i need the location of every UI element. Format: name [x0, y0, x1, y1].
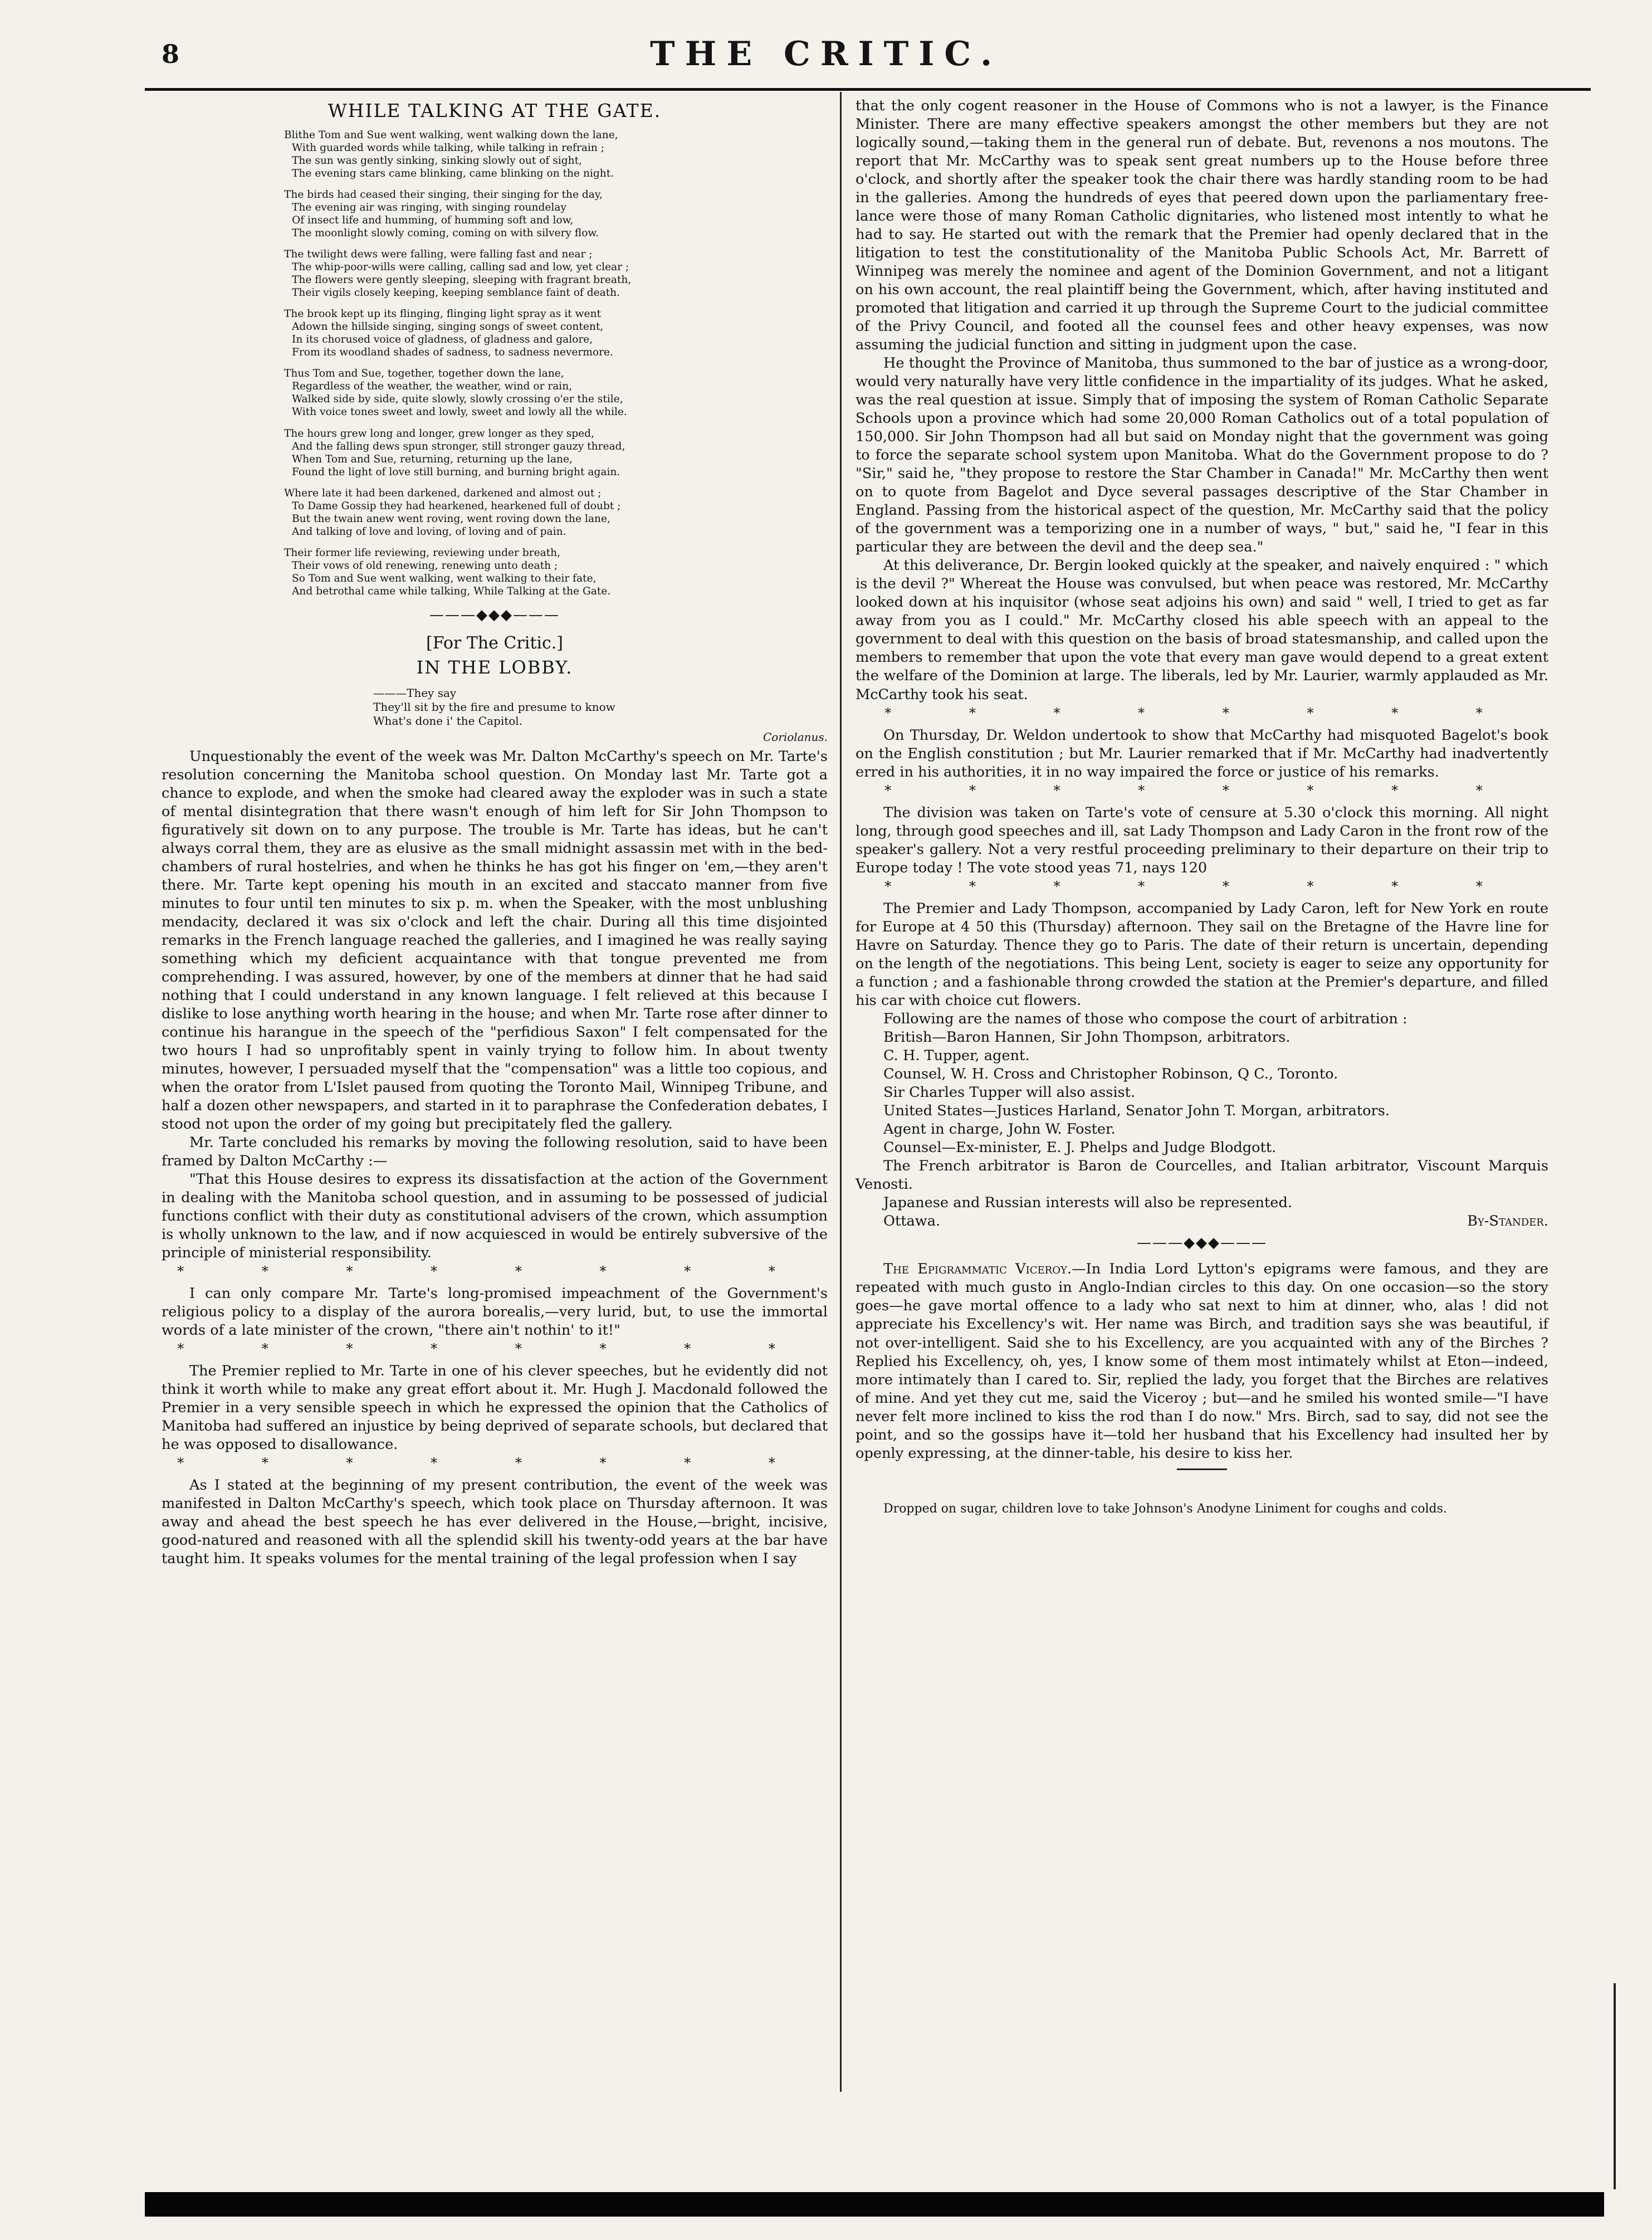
poem-title: WHILE TALKING AT THE GATE. — [328, 100, 662, 121]
poem-line: The whip-poor-wills were calling, calling sad and low, yet clear ; — [292, 261, 629, 273]
poem-stanza — [284, 188, 828, 240]
poem-line: The brook kept up its flinging, flinging light spray as it went — [284, 308, 601, 320]
poem-stanza — [284, 546, 828, 598]
poem-line: Their vows of old renewing, renewing unto death ; — [292, 559, 558, 572]
signature-line — [856, 1212, 1548, 1231]
paragraph: The Premier and Lady Thompson, accompanied by Lady Caron, left for New York en route for Europe at 4 50 this (Thursday) afternoon. They sail on the Bretagne of the Havre line for Havre on Saturday. Thence they go to Paris. The date of their return is uncertain, depending on the length of the negotiations. This being Lent, society is eager to seize any opportunity for a function ; and a fashionable throng crowded the station at the Premier's departure, and filled his car with choice cut flowers. — [856, 900, 1548, 1009]
poem-line: Found the light of love still burning, and burning bright again. — [292, 466, 620, 478]
poem-line: To Dame Gossip they had hearkened, hearkened full of doubt ; — [292, 500, 621, 512]
poem-stanza — [284, 487, 828, 538]
arbitration-line: Counsel, W. H. Cross and Christopher Robinson, Q C., Toronto. — [883, 1065, 1338, 1082]
poem-line: The evening air was ringing, with singing roundelay — [292, 201, 566, 213]
arbitration-line: C. H. Tupper, agent. — [883, 1047, 1030, 1064]
poem-line: Walked side by side, quite slowly, slowly crossing o'er the stile, — [292, 393, 623, 406]
quoted-resolution: "That this House desires to express its dissatisfaction at the action of the Government in dealing with the Manitoba school question, and in assuming to be possessed of judicial functions conflict with their duty as constitutional advisers of the crown, which assumption is wholly unknown to the law, and if now acquiesced in would be entirely subversive of the principle of ministerial responsibility. — [162, 1170, 828, 1261]
arbitration-line: Counsel—Ex-minister, E. J. Phelps and Judge Blodgott. — [883, 1139, 1277, 1156]
asterisk-divider: * * * * * * * * — [177, 1341, 812, 1357]
poem-line: Of insect life and humming, of humming soft and low, — [292, 214, 574, 226]
paragraph: As I stated at the beginning of my present contribution, the event of the week was manifested in Dalton McCarthy's speech, which took place on Thursday afternoon. It was away and ahead the best speech he has ever delivered in the House,—bright, incisive, good-natured and reasoned with all the splendid skill his twenty-odd years at the bar have taught him. It speaks volumes for the mental training of the legal profession when I say — [162, 1477, 828, 1568]
paragraph: The French arbitrator is Baron de Courcelles, and Italian arbitrator, Viscount Marquis Venosti. — [856, 1157, 1548, 1193]
signature-place: Ottawa. — [883, 1212, 941, 1229]
poem-stanza — [284, 308, 828, 359]
section-label: [For The Critic.] — [426, 633, 564, 653]
poem-stanza — [284, 367, 828, 418]
poem-line: And betrothal came while talking, While Talking at the Gate. — [292, 585, 611, 598]
poem-line: Regardless of the weather, the weather, wind or rain, — [292, 380, 573, 393]
paragraph: Japanese and Russian interests will also be represented. — [883, 1194, 1292, 1211]
arbitration-list — [856, 1028, 1548, 1157]
arbitration-intro: Following are the names of those who compose the court of arbitration : — [883, 1010, 1407, 1027]
poem-line: With guarded words while talking, while talking in refrain ; — [292, 141, 605, 154]
poem-line: And talking of love and loving, of loving and of pain. — [292, 525, 566, 538]
header-rule — [145, 88, 1591, 91]
epigraph-line: What's done i' the Capitol. — [373, 714, 523, 728]
poem-line: The birds had ceased their singing, their singing for the day, — [284, 188, 603, 201]
arbitration-line: Sir Charles Tupper will also assist. — [883, 1084, 1136, 1101]
article-heading: The Epigrammatic Viceroy. — [883, 1261, 1072, 1278]
advertisement-note: Dropped on sugar, children love to take Johnson's Anodyne Liniment for coughs and colds. — [883, 1501, 1447, 1516]
paragraph: On Thursday, Dr. Weldon undertook to show that McCarthy had misquoted Bagelot's book on the English constitution ; but Mr. Laurier remarked that if Mr. McCarthy had inadvertently erred in his authorities, it in no way impaired the force or justice of his remarks. — [856, 726, 1548, 780]
column-divider — [840, 92, 842, 2092]
poem-line: So Tom and Sue went walking, went walking to their fate, — [292, 572, 597, 584]
footer-bar — [145, 2192, 1604, 2217]
poem-stanza — [284, 129, 828, 180]
poem-line: The sun was gently sinking, sinking slowly out of sight, — [292, 154, 582, 167]
section-title: IN THE LOBBY. — [416, 657, 573, 679]
poem-line: When Tom and Sue, returning, returning up the lane, — [292, 453, 573, 465]
page-header — [0, 0, 1652, 72]
short-rule — [1177, 1468, 1227, 1470]
poem-line: Their former life reviewing, reviewing under breath, — [284, 546, 561, 559]
poem-line: The hours grew long and longer, grew longer as they sped, — [284, 427, 594, 440]
poem-line: Adown the hillside singing, singing songs of sweet content, — [292, 321, 604, 333]
arbitration-line: United States—Justices Harland, Senator John T. Morgan, arbitrators. — [883, 1102, 1390, 1119]
epigraph-line: They'll sit by the fire and presume to know — [373, 700, 615, 714]
paragraph: that the only cogent reasoner in the House of Commons who is not a lawyer, is the Finance Minister. There are many effective speakers amongst the other members but they are not logically sound,—taking them in the general run of debate. But, revenons a nos moutons. The report that Mr. McCarthy was to speak sent great numbers up to the House before three o'clock, and shortly after the speaker took the chair there was hardly standing room to be had in the galleries. Among the hundreds of eyes that peered down upon the parliamentary free-lance were those of many Roman Catholic dignitaries, who listened most intently to what he had to say. He started out with the remark that the Premier had openly declared that in the litigation to test the constitutionality of the Manitoba Public Schools Act, Mr. Barrett of Winnipeg was merely the nominee and agent of the Dominion Government, and not a litigant on his own account, the real plaintiff being the Government, which, after having instituted and promoted that litigation and carried it up through the Supreme Court to the judicial committee of the Privy Council, and footed all the counsel fees and other heavy expenses, was now assuming the judicial function and sitting in judgment upon the case. — [856, 97, 1548, 354]
signature-name: By-Stander. — [1467, 1212, 1548, 1229]
poem-line: With voice tones sweet and lowly, sweet and lowly all the while. — [292, 406, 627, 418]
page-number: 8 — [162, 39, 180, 69]
masthead: THE CRITIC. — [650, 35, 1002, 74]
poem-line: The evening stars came blinking, came blinking on the night. — [292, 167, 614, 179]
epigraph-line: ———They say — [373, 686, 457, 700]
ornament-divider: ———◆◆◆——— — [1137, 1234, 1267, 1251]
poem-line: The moonlight slowly coming, coming on with silvery flow. — [292, 227, 599, 239]
paragraph: Unquestionably the event of the week was Mr. Dalton McCarthy's speech on Mr. Tarte's resolution concerning the Manitoba school question. On Monday last Mr. Tarte got a chance to explode, and when the smoke had cleared away the exploder was in such a state of mental disintegration that there wasn't enough of him left for Sir John Thompson to figuratively sit down on to any purpose. The trouble is Mr. Tarte has ideas, but he can't always corral them, they are as elusive as the small midnight assassin met with in the bed-chambers of rural hostelries, and when he thinks he has got his finger on 'em,—they aren't there. Mr. Tarte kept opening his mouth in an excited and staccato manner from five minutes to four until ten minutes to six p. m. when the Speaker, with the most unblushing mendacity, declared it was six o'clock and left the chair. During all this time disjointed remarks in the French language reached the galleries, and I imagined he was really saying something which my deficient acquaintance with that tongue prevented me from comprehending. I was assured, however, by one of the members at dinner that he had said nothing that I could understand in any known language. I felt relieved at this because I dislike to lose anything worth hearing in the house; and when Mr. Tarte rose after dinner to continue his harangue in the speech of the "perfidious Saxon" I felt compensated for the two hours I had so unprofitably spent in vainly trying to follow him. In about twenty minutes, however, I persuaded myself that the "compensation" was a little too copious, and when the orator from L'Islet paused from quoting the Toronto Mail, Winnipeg Tribune, and half a dozen other newspapers, and started in it to paraphrase the Confederation debates, I stood not upon the order of my going but precipitately fled the gallery. — [162, 748, 828, 1133]
paragraph: I can only compare Mr. Tarte's long-promised impeachment of the Government's religious policy to a display of the aurora borealis,—very lurid, but, to use the immortal words of a late minister of the crown, "there ain't nothin' to it!" — [162, 1285, 828, 1339]
poem-line: But the twain anew went roving, went roving down the lane, — [292, 513, 610, 525]
right-column — [856, 97, 1548, 1517]
poem-line: Where late it had been darkened, darkened and almost out ; — [284, 487, 602, 499]
poem-line: And the falling dews spun stronger, still stronger gauzy thread, — [292, 440, 625, 452]
poem — [284, 129, 828, 598]
poem-line: Blithe Tom and Sue went walking, went walking down the lane, — [284, 129, 618, 141]
edge-mark — [1614, 1983, 1616, 2189]
poem-stanza — [284, 248, 828, 299]
poem-line: Their vigils closely keeping, keeping semblance faint of death. — [292, 287, 620, 299]
asterisk-divider: * * * * * * * * — [177, 1263, 812, 1279]
poem-line: The twilight dews were falling, were falling fast and near ; — [284, 248, 593, 260]
paragraph: Mr. Tarte concluded his remarks by moving the following resolution, said to have been framed by Dalton McCarthy :— — [162, 1134, 828, 1169]
article-text: —In India Lord Lytton's epigrams were famous, and they are repeated with much gusto in Anglo-Indian circles to this day. On one occasion—so the story goes—he gave mortal offence to a lady who sat next to him at dinner, who, alas ! did not appreciate his Excellency's wit. Her name was Birch, and tradition says she was beautiful, if not over-intelligent. Said she to his Excellency, are you acquainted with any of the Birches ? Replied his Excellency, oh, yes, I know some of them most intimately whilst at Eton—indeed, more intimately than I cared to. Sir, replied the lady, you forget that the Birches are relatives of mine. And yet they cut me, said the Viceroy ; but—and he smiled his wonted smile—"I have never felt more inclined to kiss the rod than I do now." Mrs. Birch, sad to say, did not see the point, and so the gossips have it—told her husband that his Excellency had insulted her by openly expressing, at the dinner-table, his desire to kiss her. — [856, 1261, 1548, 1462]
arbitration-line: British—Baron Hannen, Sir John Thompson, arbitrators. — [883, 1028, 1291, 1046]
asterisk-divider: * * * * * * * * — [884, 878, 1519, 894]
paragraph: He thought the Province of Manitoba, thus summoned to the bar of justice as a wrong-door, would very naturally have very little confidence in the impartiality of its judges. What he asked, was the real question at issue. Simply that of imposing the system of Roman Catholic Separate Schools upon a province which had some 20,000 Roman Catholics out of a total population of 150,000. Sir John Thompson had all but said on Monday night that the government was going to force the separate school system upon Manitoba. What do the Government propose to do ? "Sir," said he, "they propose to restore the Star Chamber in Canada!" Mr. McCarthy then went on to quote from Bagelot and Dyce several passages descriptive of the Star Chamber in England. Passing from the historical aspect of the question, Mr. McCarthy said that the policy of the government was a temporizing one in a number of ways, " but," said he, "I fear in this particular they are between the devil and the deep sea." — [856, 355, 1548, 556]
poem-line: From its woodland shades of sadness, to sadness nevermore. — [292, 347, 613, 359]
arbitration-line: Agent in charge, John W. Foster. — [883, 1120, 1116, 1138]
epigraph-source: Coriolanus. — [763, 730, 828, 744]
paragraph: The Premier replied to Mr. Tarte in one of his clever speeches, but he evidently did not think it worth while to make any great effort about it. Mr. Hugh J. Macdonald followed the Premier in a very sensible speech in which he expressed the opinion that the Catholics of Manitoba had suffered an injustice by being deprived of separate schools, but declared that he was opposed to disallowance. — [162, 1363, 828, 1453]
poem-line: In its chorused voice of gladness, of gladness and galore, — [292, 334, 593, 346]
paragraph: At this deliverance, Dr. Bergin looked quickly at the speaker, and naively enquired : " which is the devil ?" Whereat the House was convulsed, but when peace was restored, Mr. McCarthy looked down at his inquisitor (whose seat adjoins his own) and said " well, I tried to get as far away from you as I could." Mr. McCarthy closed his able speech with an appeal to the government to deal with this question on the basis of broad statesmanship, and called upon the members to remember that upon the vote that every man gave would depend to a great extent the welfare of the Dominion at large. The liberals, led by Mr. Laurier, warmly applauded as Mr. McCarthy took his seat. — [856, 557, 1548, 703]
asterisk-divider: * * * * * * * * — [884, 782, 1519, 798]
left-column — [162, 97, 828, 1568]
asterisk-divider: * * * * * * * * — [884, 705, 1519, 721]
ornament-divider: ———◆◆◆——— — [429, 607, 560, 624]
paragraph: The division was taken on Tarte's vote of censure at 5.30 o'clock this morning. All night long, through good speeches and ill, sat Lady Thompson and Lady Caron in the front row of the speaker's gallery. Not a very restful proceeding preliminary to their departure on their trip to Europe today ! The vote stood yeas 71, nays 120 — [856, 804, 1548, 876]
poem-stanza — [284, 427, 828, 479]
epigraph — [373, 686, 828, 744]
poem-line: The flowers were gently sleeping, sleeping with fragrant breath, — [292, 274, 632, 286]
poem-line: Thus Tom and Sue, together, together down the lane, — [284, 368, 564, 380]
asterisk-divider: * * * * * * * * — [177, 1455, 812, 1471]
